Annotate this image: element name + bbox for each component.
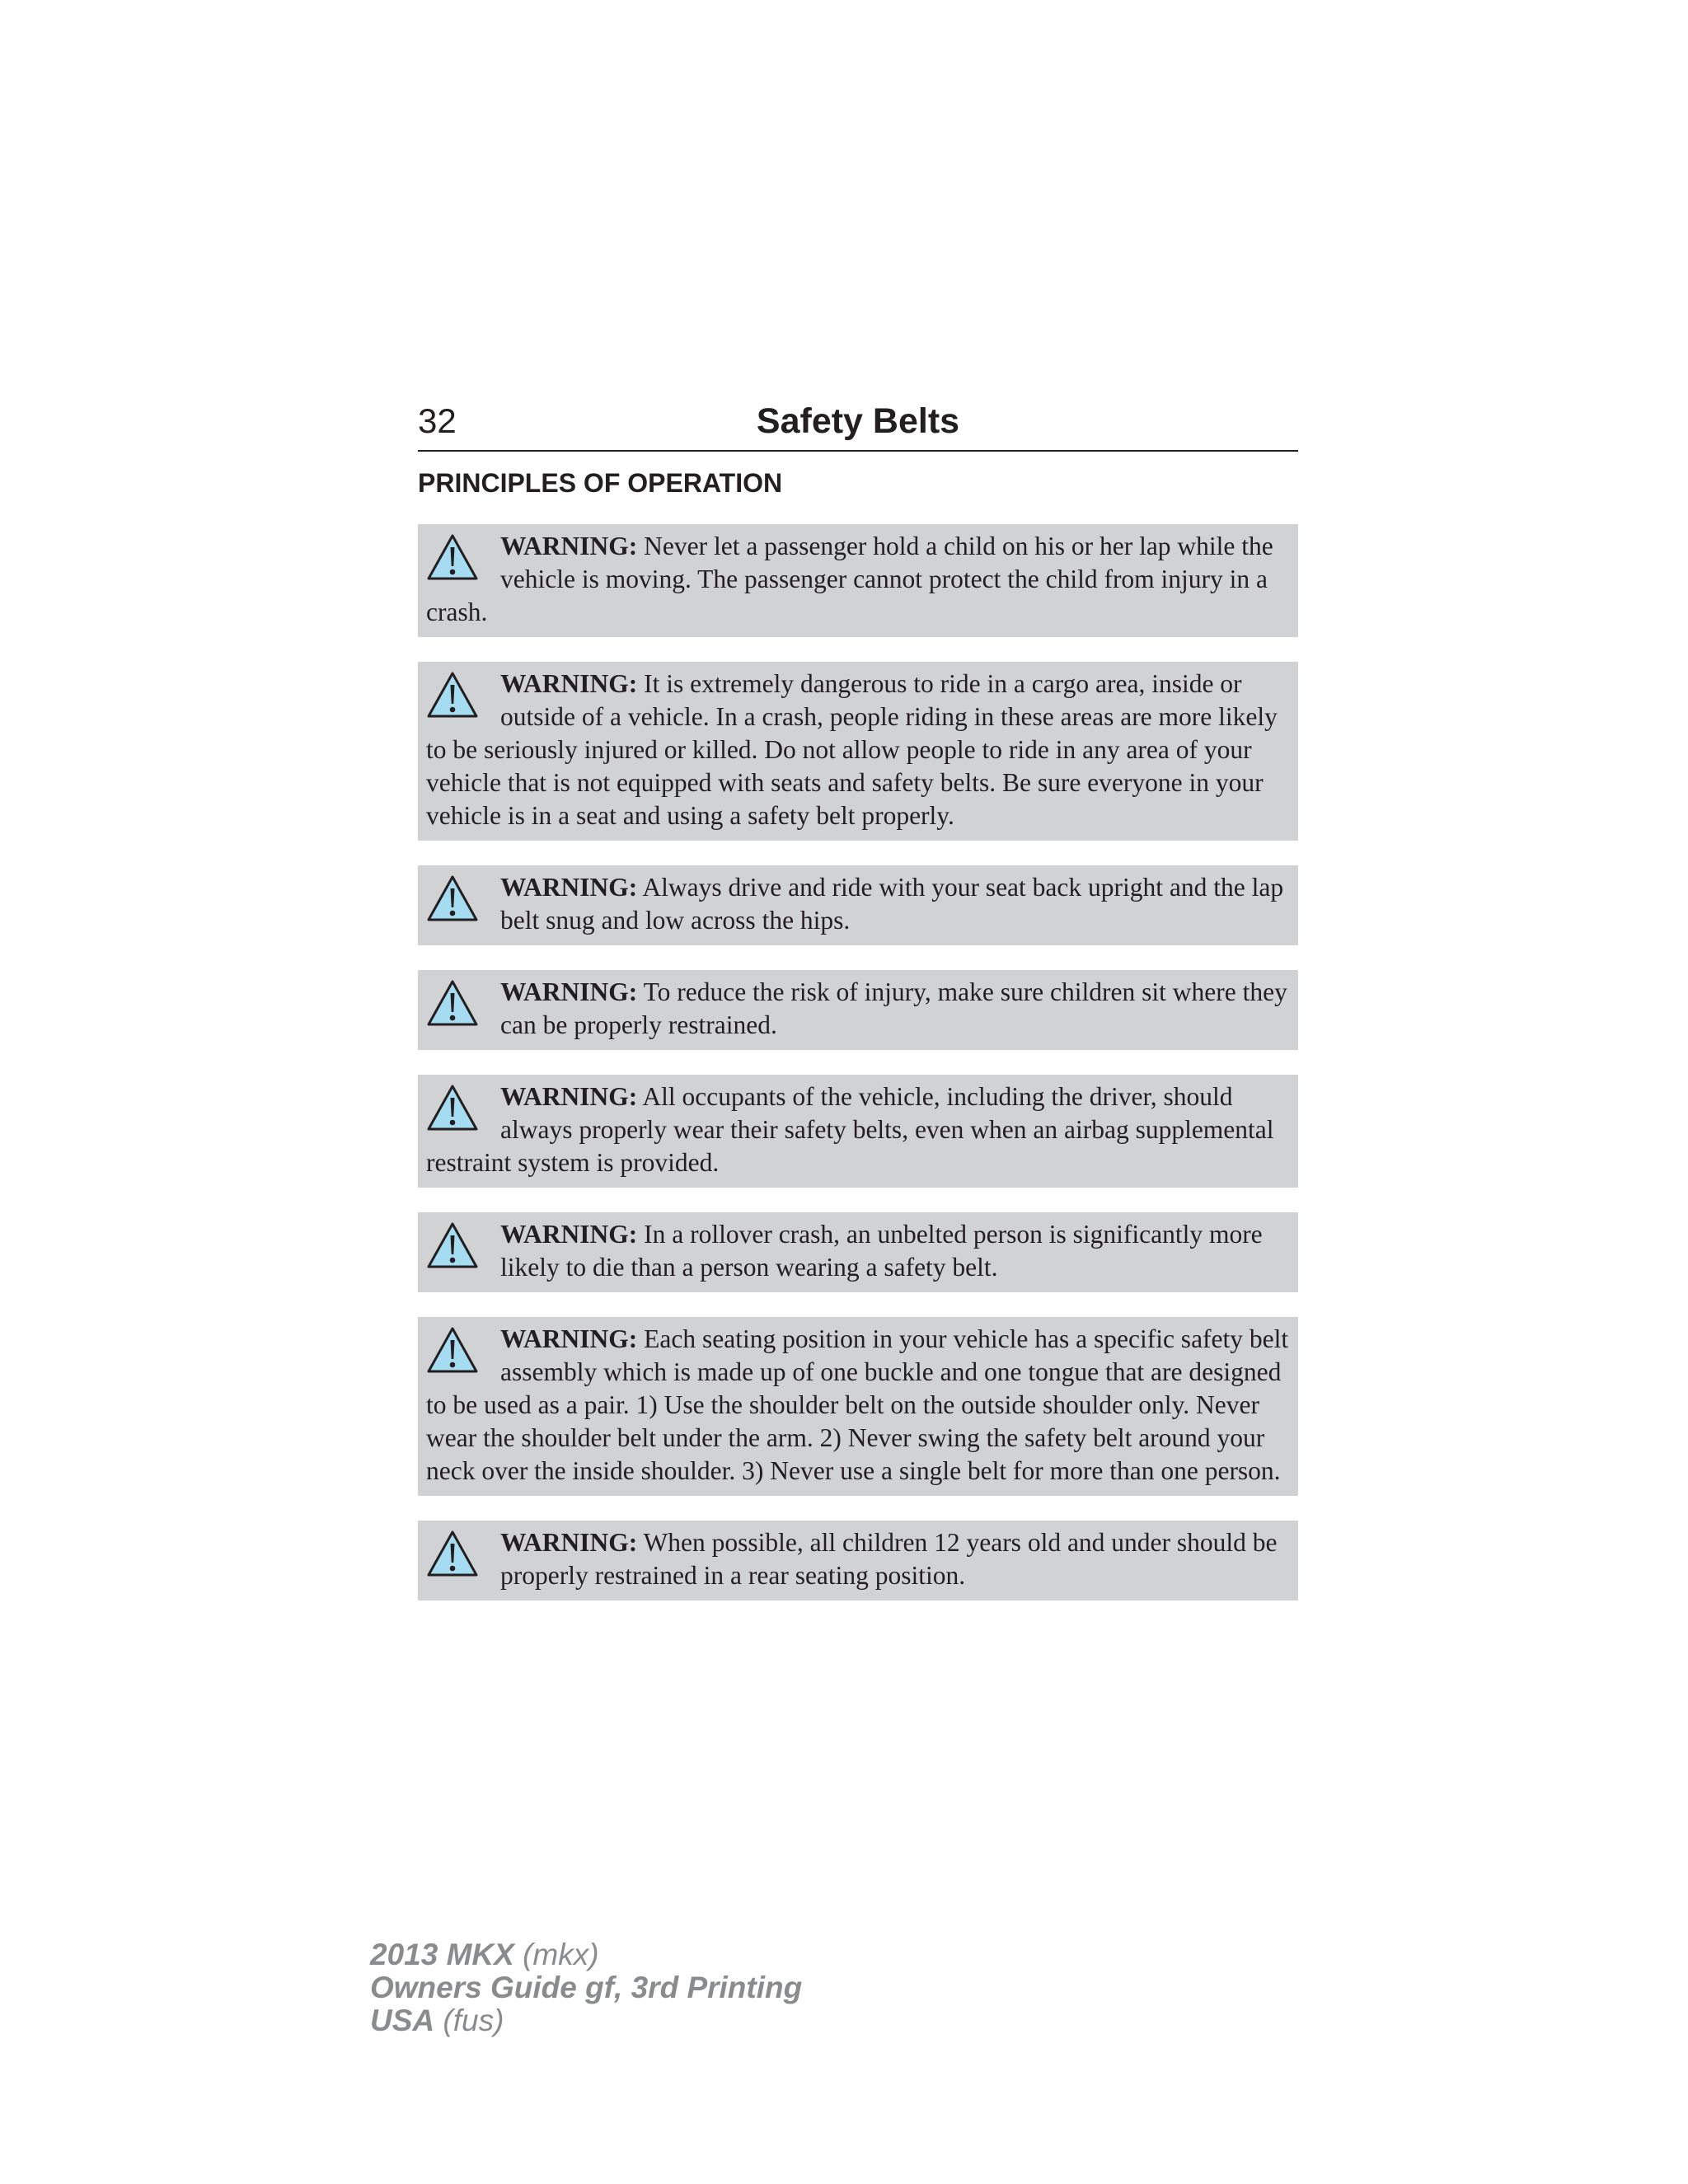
warning-label: WARNING: [500,873,638,902]
warning-triangle-icon [426,671,489,724]
footer-market: USA [370,2004,435,2037]
section-heading: PRINCIPLES OF OPERATION [418,468,783,498]
warning-box [418,1521,1298,1601]
footer-guide: Owners Guide gf, 3rd Printing [370,1971,803,2004]
warnings-list [418,524,1298,1625]
warning-label: WARNING: [500,669,638,698]
warning-label: WARNING: [500,1528,638,1557]
warning-triangle-icon [426,874,489,927]
warning-box [418,970,1298,1050]
warning-triangle-icon [426,1326,489,1379]
warning-triangle-icon [426,1221,489,1274]
warning-box [418,865,1298,945]
footer [370,1938,802,2037]
warning-triangle-icon [426,1084,489,1137]
footer-line-market [370,2004,802,2037]
warning-text: It is extremely dangerous to ride in a cargo area, inside or outside of a vehicle. In a crash, people riding in these areas are more likely to be seriously injured or killed. Do not allow people to ride in any area of your vehicle that is not equipped with seats and safety belts. Be sure everyone in your vehicle is in a seat and using a safety belt properly. [426,669,1278,830]
warning-label: WARNING: [500,1220,638,1249]
warning-text: When possible, all children 12 years old and under should be properly restrained in a rear seating position. [500,1528,1278,1590]
warning-box [418,662,1298,841]
footer-market-code: (fus) [443,2004,504,2037]
page-header [418,396,1298,452]
warning-text: Always drive and ride with your seat back upright and the lap belt snug and low across the hips. [500,873,1284,935]
warning-text: Each seating position in your vehicle has a specific safety belt assembly which is made up of one buckle and one tongue that are designed to be used as a pair. 1) Use the shoulder belt on the outside shoulder only. Never wear the shoulder belt under the arm. 2) Never swing the safety belt around your neck over the inside shoulder. 3) Never use a single belt for more than one person. [426,1324,1289,1485]
warning-box [418,1212,1298,1292]
warning-label: WARNING: [500,1324,638,1353]
warning-label: WARNING: [500,977,638,1006]
warning-triangle-icon [426,979,489,1032]
warning-text: All occupants of the vehicle, including the driver, should always properly wear their safety belts, even when an airbag supplemental restraint system is provided. [426,1082,1274,1177]
warning-text: To reduce the risk of injury, make sure children sit where they can be properly restrained. [500,977,1287,1039]
warning-triangle-icon [426,533,489,586]
warning-label: WARNING: [500,532,638,560]
warning-text: Never let a passenger hold a child on his or her lap while the vehicle is moving. The passenger cannot protect the child from injury in a crash. [426,532,1273,626]
footer-model: 2013 MKX [370,1938,514,1971]
warning-label: WARNING: [500,1082,638,1111]
chapter-title: Safety Belts [756,401,960,441]
warning-box [418,1317,1298,1496]
page-number: 32 [418,401,457,440]
warning-box [418,1075,1298,1188]
warning-box [418,524,1298,637]
warning-text: In a rollover crash, an unbelted person is significantly more likely to die than a person wearing a safety belt. [500,1220,1263,1282]
warning-triangle-icon [426,1530,489,1582]
footer-model-code: (mkx) [523,1938,599,1971]
footer-line-model [370,1938,802,1971]
